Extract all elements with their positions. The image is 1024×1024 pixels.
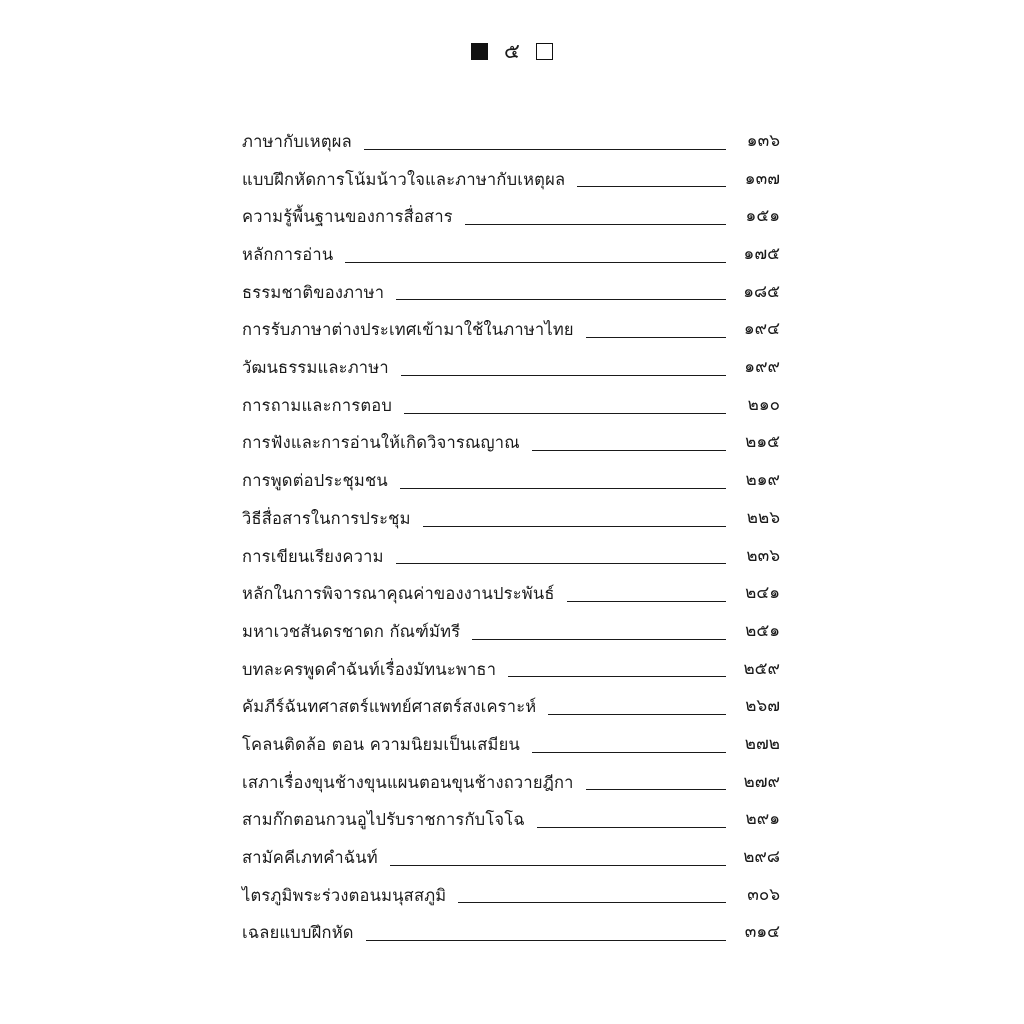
toc-entry-page: ๓๑๔ bbox=[744, 922, 780, 943]
toc-entry[interactable] bbox=[242, 161, 780, 199]
toc-entry[interactable] bbox=[242, 349, 780, 387]
toc-entry[interactable] bbox=[242, 236, 780, 274]
toc-leader-line bbox=[548, 714, 726, 715]
toc-entry-title: โคลนติดล้อ ตอน ความนิยมเป็นเสมียน bbox=[242, 734, 520, 754]
toc-leader-line bbox=[400, 488, 726, 489]
toc-entry-page: ๓๐๖ bbox=[747, 884, 780, 905]
toc-leader-line bbox=[567, 601, 726, 602]
toc-entry-title: เฉลยแบบฝึกหัด bbox=[242, 923, 354, 943]
toc-entry-title: สามัคคีเภทคำฉันท์ bbox=[242, 848, 378, 868]
toc-entry-title: การถามและการตอบ bbox=[242, 395, 393, 415]
toc-entry-title: หลักในการพิจารณาคุณค่าของงานประพันธ์ bbox=[242, 584, 555, 604]
filled-square-icon bbox=[471, 43, 488, 60]
toc-entry-page: ๑๕๑ bbox=[745, 206, 780, 227]
page-number: ๕ bbox=[504, 39, 520, 63]
toc-leader-line bbox=[508, 676, 726, 677]
toc-entry-page: ๒๑๐ bbox=[747, 394, 780, 415]
toc-entry-page: ๒๙๑ bbox=[745, 809, 780, 830]
toc-entry[interactable] bbox=[242, 538, 780, 576]
toc-entry-page: ๑๗๕ bbox=[743, 244, 780, 265]
toc-entry-page: ๒๑๙ bbox=[745, 470, 780, 491]
toc-entry-page: ๒๔๑ bbox=[745, 583, 780, 604]
toc-entry-page: ๒๒๖ bbox=[746, 507, 780, 528]
table-of-contents bbox=[242, 123, 780, 952]
toc-entry[interactable] bbox=[242, 914, 780, 952]
toc-entry[interactable] bbox=[242, 123, 780, 161]
toc-entry-page: ๒๗๒ bbox=[744, 733, 780, 754]
toc-entry[interactable] bbox=[242, 613, 780, 651]
outlined-square-icon bbox=[536, 43, 553, 60]
toc-entry-page: ๑๘๕ bbox=[743, 281, 780, 302]
toc-leader-line bbox=[472, 639, 726, 640]
toc-entry-page: ๒๗๙ bbox=[743, 771, 780, 792]
toc-leader-line bbox=[345, 262, 726, 263]
page-header bbox=[0, 36, 1024, 66]
toc-entry[interactable] bbox=[242, 462, 780, 500]
toc-entry-title: การพูดต่อประชุมชน bbox=[242, 471, 388, 491]
toc-entry-title: การเขียนเรียงความ bbox=[242, 546, 384, 566]
toc-entry[interactable] bbox=[242, 311, 780, 349]
toc-leader-line bbox=[532, 450, 726, 451]
toc-leader-line bbox=[586, 337, 726, 338]
toc-entry-page: ๑๓๗ bbox=[744, 168, 780, 189]
toc-entry-page: ๒๖๗ bbox=[745, 696, 780, 717]
toc-entry-title: เสภาเรื่องขุนช้างขุนแผนตอนขุนช้างถวายฎีกา bbox=[242, 772, 574, 792]
toc-entry[interactable] bbox=[242, 726, 780, 764]
toc-leader-line bbox=[423, 526, 726, 527]
toc-entry-page: ๒๙๘ bbox=[743, 847, 780, 868]
toc-leader-line bbox=[401, 375, 726, 376]
toc-entry-title: การฟังและการอ่านให้เกิดวิจารณญาณ bbox=[242, 433, 520, 453]
toc-leader-line bbox=[458, 902, 726, 903]
toc-entry-title: แบบฝึกหัดการโน้มน้าวใจและภาษากับเหตุผล bbox=[242, 169, 566, 189]
toc-entry[interactable] bbox=[242, 198, 780, 236]
toc-leader-line bbox=[364, 149, 726, 150]
toc-entry-page: ๑๙๙ bbox=[744, 357, 780, 378]
toc-entry-title: การรับภาษาต่างประเทศเข้ามาใช้ในภาษาไทย bbox=[242, 320, 574, 340]
toc-entry[interactable] bbox=[242, 575, 780, 613]
toc-leader-line bbox=[465, 224, 726, 225]
toc-entry[interactable] bbox=[242, 425, 780, 463]
toc-leader-line bbox=[404, 413, 726, 414]
toc-leader-line bbox=[532, 752, 726, 753]
toc-entry[interactable] bbox=[242, 877, 780, 915]
toc-entry-title: บทละครพูดคำฉันท์เรื่องมัทนะพาธา bbox=[242, 659, 497, 679]
toc-entry-title: หลักการอ่าน bbox=[242, 245, 334, 265]
toc-entry[interactable] bbox=[242, 387, 780, 425]
toc-leader-line bbox=[577, 186, 726, 187]
toc-entry[interactable] bbox=[242, 274, 780, 312]
toc-leader-line bbox=[537, 827, 726, 828]
toc-entry-page: ๑๓๖ bbox=[746, 130, 780, 151]
toc-entry-page: ๒๓๖ bbox=[746, 545, 780, 566]
toc-entry-title: สามก๊กตอนกวนอูไปรับราชการกับโจโฉ bbox=[242, 810, 525, 830]
toc-entry[interactable] bbox=[242, 839, 780, 877]
toc-entry-title: มหาเวชสันดรชาดก กัณฑ์มัทรี bbox=[242, 621, 461, 641]
toc-leader-line bbox=[586, 789, 726, 790]
toc-entry[interactable] bbox=[242, 764, 780, 802]
toc-entry-title: ธรรมชาติของภาษา bbox=[242, 282, 385, 302]
toc-leader-line bbox=[396, 563, 726, 564]
toc-leader-line bbox=[366, 940, 726, 941]
toc-leader-line bbox=[396, 299, 726, 300]
toc-entry-page: ๑๙๔ bbox=[743, 319, 780, 340]
toc-entry-page: ๒๑๕ bbox=[745, 432, 780, 453]
toc-entry[interactable] bbox=[242, 688, 780, 726]
toc-entry-title: ความรู้พื้นฐานของการสื่อสาร bbox=[242, 207, 453, 227]
toc-entry-title: คัมภีร์ฉันทศาสตร์แพทย์ศาสตร์สงเคราะห์ bbox=[242, 697, 537, 717]
toc-leader-line bbox=[390, 865, 726, 866]
toc-entry-title: ภาษากับเหตุผล bbox=[242, 131, 352, 151]
toc-entry-title: วัฒนธรรมและภาษา bbox=[242, 358, 389, 378]
toc-entry-title: ไตรภูมิพระร่วงตอนมนุสสภูมิ bbox=[242, 885, 447, 905]
toc-entry-page: ๒๕๙ bbox=[743, 658, 780, 679]
toc-entry-title: วิธีสื่อสารในการประชุม bbox=[242, 508, 411, 528]
toc-entry[interactable] bbox=[242, 651, 780, 689]
toc-entry[interactable] bbox=[242, 500, 780, 538]
toc-entry[interactable] bbox=[242, 801, 780, 839]
toc-entry-page: ๒๕๑ bbox=[745, 620, 780, 641]
